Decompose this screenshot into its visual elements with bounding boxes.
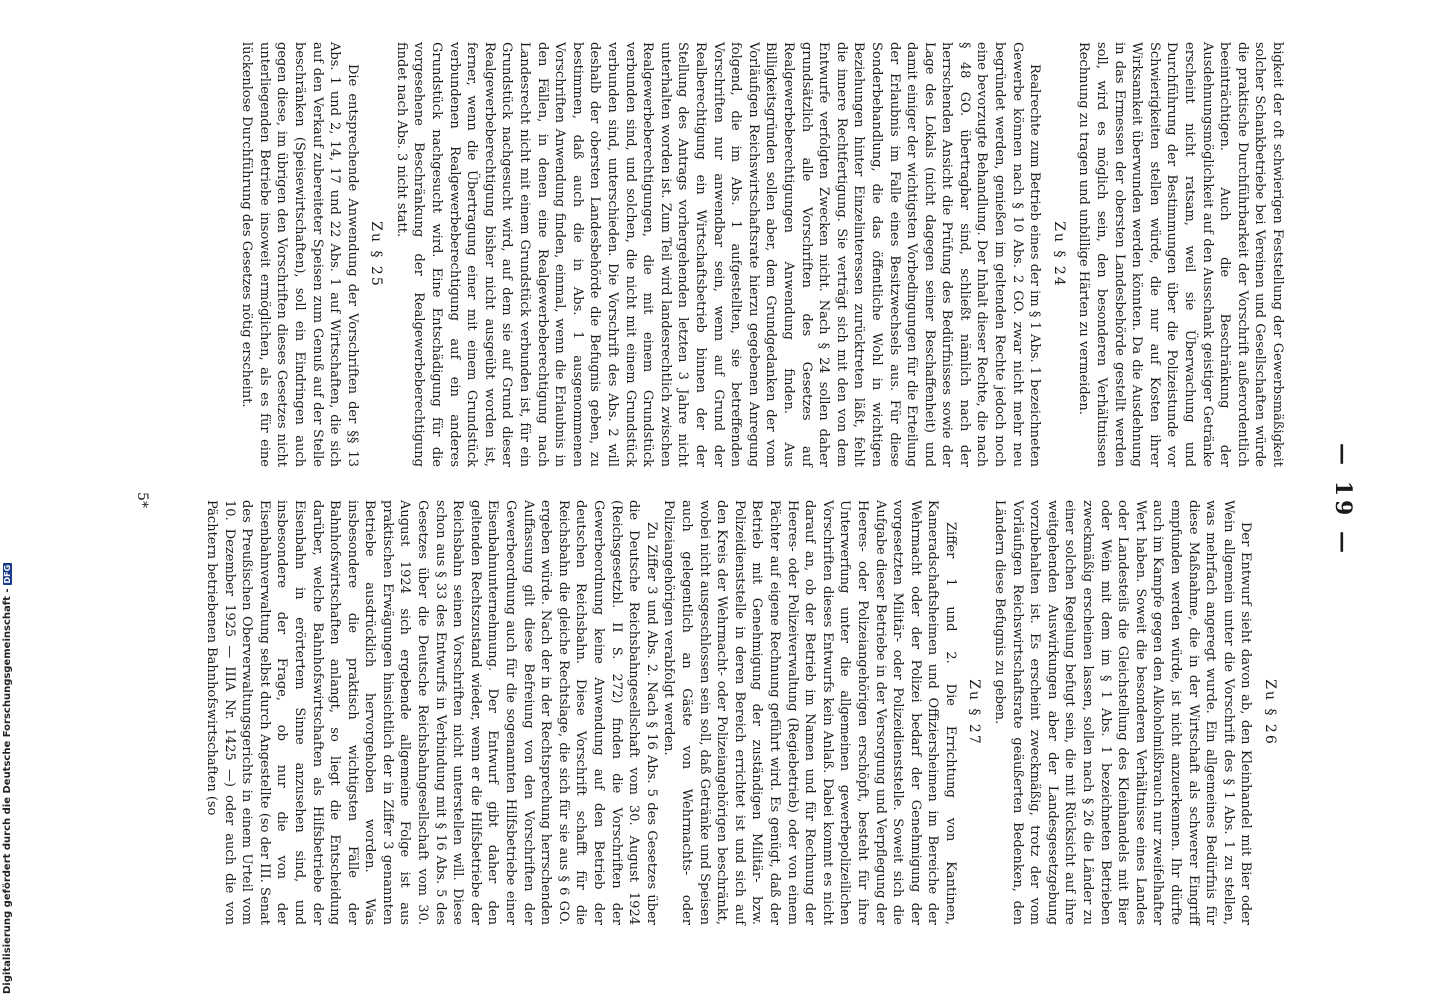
- attribution-text: Digitalisierung gefördert durch die Deutsche Forschungsgemeinschaft -: [2, 588, 13, 994]
- section-heading-25: Zu § 25: [368, 221, 385, 288]
- left-column: [238, 42, 1286, 467]
- paragraph-section-24: Realrechte zum Betrieb eines der im § 1 Abs. 1 bezeichneten Gewerbe können nach § 10 Abs. 2 GO. zwar nicht mehr neu begründet werden, genießen im geltenden Rechte jedoch noch eine bevorzugte Behandlung. Der Inhalt dieser Rechte, die nach § 48 GO. übertragbar sind, schließt nämlich nach der herrschenden Ansicht die Prüfung des Bedürfnisses sowie der Lage des Lokals (nicht dagegen seiner Beschaffenheit) und damit einiger der wichtigsten Vorbedingungen für die Erteilung der Erlaubnis im Falle eines Besitzwechsels aus. Für diese Sonderbehandlung, die das öffentliche Wohl in wichtigen Beziehungen hinter Einzelinteressen zurücktreten läßt, fehlt die innere Rechtfertigung. Sie verträgt sich mit den von dem Entwurfe verfolgten Zwecken nicht. Nach § 24 sollen daher grundsätzlich alle Vorschriften des Gesetzes auf Realgewerbeberechtigungen Anwendung finden. Aus Billigkeitsgründen sollen aber, dem Grundgedanken der vom Vorläufigen Reichswirtschaftsrate hierzu gegebenen Anregung folgend, die im Abs. 1 aufgestellten, sie betreffenden Vorschriften nur anwendbar sein, wenn auf Grund der Realberechtigung ein Wirtschaftsbetrieb binnen der der Stellung des Antrags vorhergehenden letzten 3 Jahre nicht unterhalten worden ist. Zum Teil wird landesrechtlich zwischen Realgewerbeberechtigungen, die mit einem Grundstück verbunden sind, und solchen, die nicht mit einem Grundstück verbunden sind, unterschieden. Die Vorschrift des Abs. 2 will deshalb der obersten Landesbehörde die Befugnis geben, zu bestimmen, daß auch die in Abs. 1 ausgenommenen Vorschriften Anwendung finden, einmal, wenn die Erlaubnis in den Fällen, in denen eine Realgewerbeberechtigung nach Landesrecht nicht mit einem Grundstück verbunden ist, für ein Grundstück nachgesucht wird, auf dem sie auf Grund dieser Realgewerbeberechtigung bisher nicht ausgeübt worden ist, ferner, wenn die Übertragung einer mit einem Grundstück verbundenen Realgewerbeberechtigung auf ein anderes Grundstück nachgesucht wird. Eine Entschädigung für die vorgesehene Beschränkung der Realgewerbeberechtigung findet nach Abs. 3 nicht statt.: [393, 42, 1043, 467]
- section-heading-26: Zu § 26: [1262, 679, 1278, 746]
- right-column: [202, 500, 1286, 925]
- digitization-attribution: [2, 563, 13, 994]
- paragraph-continuation: bigkeit der oft schwierigen Feststellung der Gewerbsmäßigkeit solcher Schankbetriebe bei Vereinen und Gesellschaften würde die praktische Durchführbarkeit der Vorschrift außerordentlich beeinträchtigen. Auch die Beschränkung der Ausdehnungsmöglichkeit auf den Ausschank geistiger Getränke erscheint nicht ratsam, weil sie Überwachung und Durchführung der Bestimmungen über die Polizeistunde vor Schwierigkeiten stellen würde, die nur auf Kosten ihrer Wirksamkeit überwunden werden könnten. Da die Ausdehnung in das Ermessen der obersten Landesbehörde gestellt werden soll, wird es möglich sein, den besonderen Verhältnissen Rechnung zu tragen und unbillige Härten zu vermeiden.: [1076, 42, 1285, 467]
- paragraph-section-26: Der Entwurf sieht davon ab, den Kleinhandel mit Bier oder Wein allgemein unter die Vorschrift des § 1 Abs. 1 zu stellen, was mehrfach angeregt wurde. Ein allgemeines Bedürfnis für diese Maßnahme, die in der Wirtschaft als schwerer Eingriff empfunden werden würde, ist nicht anzuerkennen. Ihr dürfte auch im Kampfe gegen den Alkoholmißbrauch nur zweifelhafter Wert haben. Soweit die besonderen Verhältnisse eines Landes oder Landesteils die Gleichstellung des Kleinhandels mit Bier oder Wein mit dem im § 1 Abs. 1 bezeichneten Betrieben zweckmäßig erscheinen lassen, sollen nach § 26 die Länder zu einer solchen Regelung befugt sein, die mit Rücksicht auf ihre weitgehenden Auswirkungen aber der Landesgesetzgebung vorzubehalten ist. Es erscheint zweckmäßig, trotz der vom Vorläufigen Reichswirtschaftsrate geäußerten Bedenken, den Ländern diese Befugnis zu geben.: [992, 500, 1254, 925]
- dfg-logo: DFG: [3, 564, 12, 584]
- section-heading-24: Zu § 24: [1050, 221, 1067, 288]
- section-heading-27: Zu § 27: [966, 679, 983, 746]
- page-number-header: — 19 —: [1330, 443, 1356, 557]
- paragraph-section-25: Die entsprechende Anwendung der Vorschriften der §§ 13 Abs. 1 und 2, 14, 17 und 22 Abs. 1 auf Wirtschaften, die sich auf den Verkauf zubereiteter Speisen zum Genuß auf der Stelle beschränken (Speisewirtschaften), soll ein Eindringen auch gegen diese, im übrigen den Vorschriften dieses Gesetzes nicht unterliegenden Betriebe insoweit ermöglichen, als es für eine lückenlose Durchführung des Gesetzes nötig erscheint.: [239, 42, 360, 467]
- footer-signature-mark: 5*: [134, 492, 150, 508]
- paragraph-section-27-ziffer-1-2: Ziffer 1 und 2. Die Errichtung von Kantinen, Kameradschaftsheimen und Offiziersheimen im Bereiche der Wehrmacht oder der Polizei bedarf der Genehmigung der vorgesetzten Militär- oder Polizeidienststelle. Soweit sich die Aufgabe dieser Betriebe in der Versorgung und Verpflegung der Heeres- oder Polizeiangehörigen erschöpft, besteht für ihre Unterwerfung unter die allgemeinen gewerbepolizeilichen Vorschriften dieses Entwurfs kein Anlaß. Dabei kommt es nicht darauf an, ob der Betrieb im Namen und für Rechnung der Heeres- oder Polizeiverwaltung (Regiebetrieb) oder von einem Pächter auf eigene Rechnung geführt wird. Es genügt, daß der Betrieb mit Genehmigung der zuständigen Militär- bzw. Polizeidienststelle in deren Bereich errichtet ist und sich auf den Kreis der Wehrmacht- oder Polizeiangehörigen beschränkt, wobei nicht ausgeschlossen sein soll, daß Getränke und Speisen auch gelegentlich an Gäste von Wehrmachts- oder Polizeiangehörigen verabfolgt werden.: [661, 500, 958, 925]
- paragraph-section-27-ziffer-3: Zu Ziffer 3 und Abs. 2. Nach § 16 Abs. 5 des Gesetzes über die Deutsche Reichsbahngesellschaft vom 30. August 1924 (Reichsgesetzbl. II S. 272) finden die Vorschriften der Gewerbeordnung keine Anwendung auf den Betrieb der deutschen Reichsbahn. Diese Vorschrift schafft für die Reichsbahn die gleiche Rechtslage, die sich für sie aus § 6 GO. ergeben würde. Nach der in der Rechtsprechung herrschenden Auffassung gilt diese Befreiung von den Vorschriften der Gewerbeordnung auch für die sogenannten Hilfsbetriebe einer Eisenbahnunternehmung. Der Entwurf gibt daher den geltenden Rechtszustand wieder, wenn er die Hilfsbetriebe der Reichsbahn seinen Vorschriften nicht unterstellen will. Diese schon aus § 33 des Entwurfs in Verbindung mit § 16 Abs. 5 des Gesetzes über die Deutsche Reichsbahngesellschaft vom 30. August 1924 sich ergebende allgemeine Folge ist aus praktischen Erwägungen hinsichtlich der in Ziffer 3 genannten Betriebe ausdrücklich hervorgehoben worden. Was insbesondere die praktisch wichtigsten Fälle der Bahnhofswirtschaften anlangt, so liegt die Entscheidung darüber, welche Bahnhofswirtschaften als Hilfsbetriebe der Eisenbahn in erörtertem Sinne anzusehen sind, und insbesondere der Frage, ob nur die von der Eisenbahnverwaltung selbst durch Angestellte (so der III. Senat des Preußischen Oberverwaltungsgerichts in einem Urteil vom 10. Dezember 1925 — IIIA Nr. 1425 —) oder auch die von Pächtern betriebenen Bahnhofswirtschaften (so: [203, 500, 659, 925]
